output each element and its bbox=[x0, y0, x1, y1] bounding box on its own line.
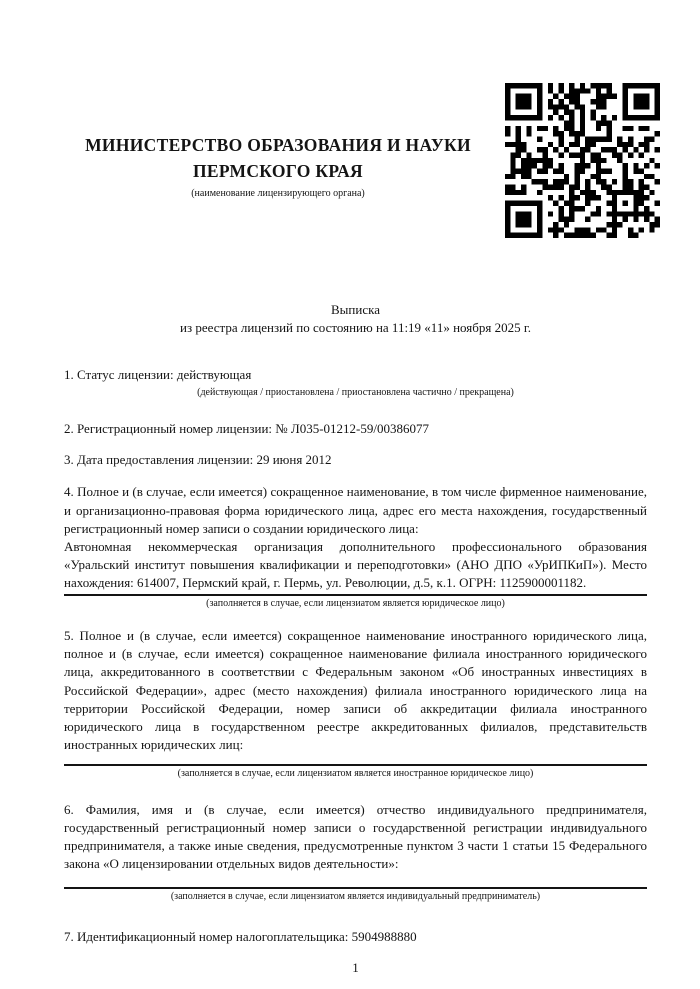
item-5-label: 5. Полное и (в случае, если имеется) сокращенное наименование иностранного юридического лица, полное и (в случае, если имеется) сокращенное наименование филиала иностранного юридического лица, аккредитованного в соответствии с Федеральным законом «Об иностранных инвестициях в Российской Федерации», адрес (место нахождения) филиала иностранного юридического лица на территории Российской Федерации, номер записи об аккредитации филиала иностранного юридического лица в государственном реестре аккредитованных филиалов, представительств иностранных юридических лиц: bbox=[64, 628, 647, 753]
ministry-caption: (наименование лицензирующего органа) bbox=[191, 187, 365, 199]
fill-in-line-legal-entity bbox=[64, 594, 647, 596]
item-1-text: 1. Статус лицензии: действующая bbox=[64, 367, 252, 383]
ministry-name-line2: ПЕРМСКОГО КРАЯ bbox=[193, 161, 363, 182]
item-3-grant-date: 3. Дата предоставления лицензии: 29 июня 2012 bbox=[64, 452, 332, 468]
fill-in-line-foreign-entity bbox=[64, 764, 647, 766]
item-6-individual-entrepreneur bbox=[64, 801, 647, 904]
ministry-name-line1: МИНИСТЕРСТВО ОБРАЗОВАНИЯ И НАУКИ bbox=[85, 135, 471, 155]
item-4-legal-entity bbox=[64, 483, 647, 611]
document-title-block bbox=[64, 301, 647, 337]
item-1-options-caption: (действующая / приостановлена / приостановлена частично / прекращена) bbox=[197, 386, 514, 398]
document-subtitle: из реестра лицензий по состоянию на 11:19 «11» ноября 2025 г. bbox=[180, 320, 531, 336]
fill-in-line-individual bbox=[64, 887, 647, 889]
item-4-label: 4. Полное и (в случае, если имеется) сокращенное наименование, в том числе фирменное наименование, и организационно-правовая форма юридического лица, адрес его места нахождения, государственный регистрационный номер записи о создании юридического лица: bbox=[64, 484, 647, 536]
document-body bbox=[64, 0, 647, 978]
item-6-label: 6. Фамилия, имя и (в случае, если имеется) отчество индивидуального предпринимателя, государственный регистрационный номер записи о государственной регистрации индивидуального предпринимателя, а также иные сведения, предусмотренные пунктом 3 части 1 статьи 15 Федерального закона «О лицензировании отдельных видов деятельности»: bbox=[64, 801, 647, 872]
item-2-registration-number: 2. Регистрационный номер лицензии: № Л035-01212-59/00386077 bbox=[64, 421, 430, 437]
page-number: 1 bbox=[352, 960, 359, 976]
item-7-taxpayer-number: 7. Идентификационный номер налогоплательщика: 5904988880 bbox=[64, 929, 417, 945]
item-5-foreign-entity bbox=[64, 627, 647, 782]
item-4-caption: (заполняется в случае, если лицензиатом является юридическое лицо) bbox=[206, 597, 505, 609]
item-1-license-status bbox=[64, 366, 647, 400]
item-6-caption: (заполняется в случае, если лицензиатом является индивидуальный предприниматель) bbox=[170, 890, 541, 902]
document-title: Выписка bbox=[331, 302, 380, 317]
item-5-caption: (заполняется в случае, если лицензиатом является иностранное юридическое лицо) bbox=[177, 768, 534, 780]
item-4-value: Автономная некоммерческая организация дополнительного профессионального образования «Уральский институт повышения квалификации и переподготовки» (АНО ДПО «УрИПКиП»). Место нахождения: 614007, Пермский край, г. Пермь, ул. Революции, д.5, к.1. ОГРН: 1125900001182. bbox=[64, 539, 647, 591]
